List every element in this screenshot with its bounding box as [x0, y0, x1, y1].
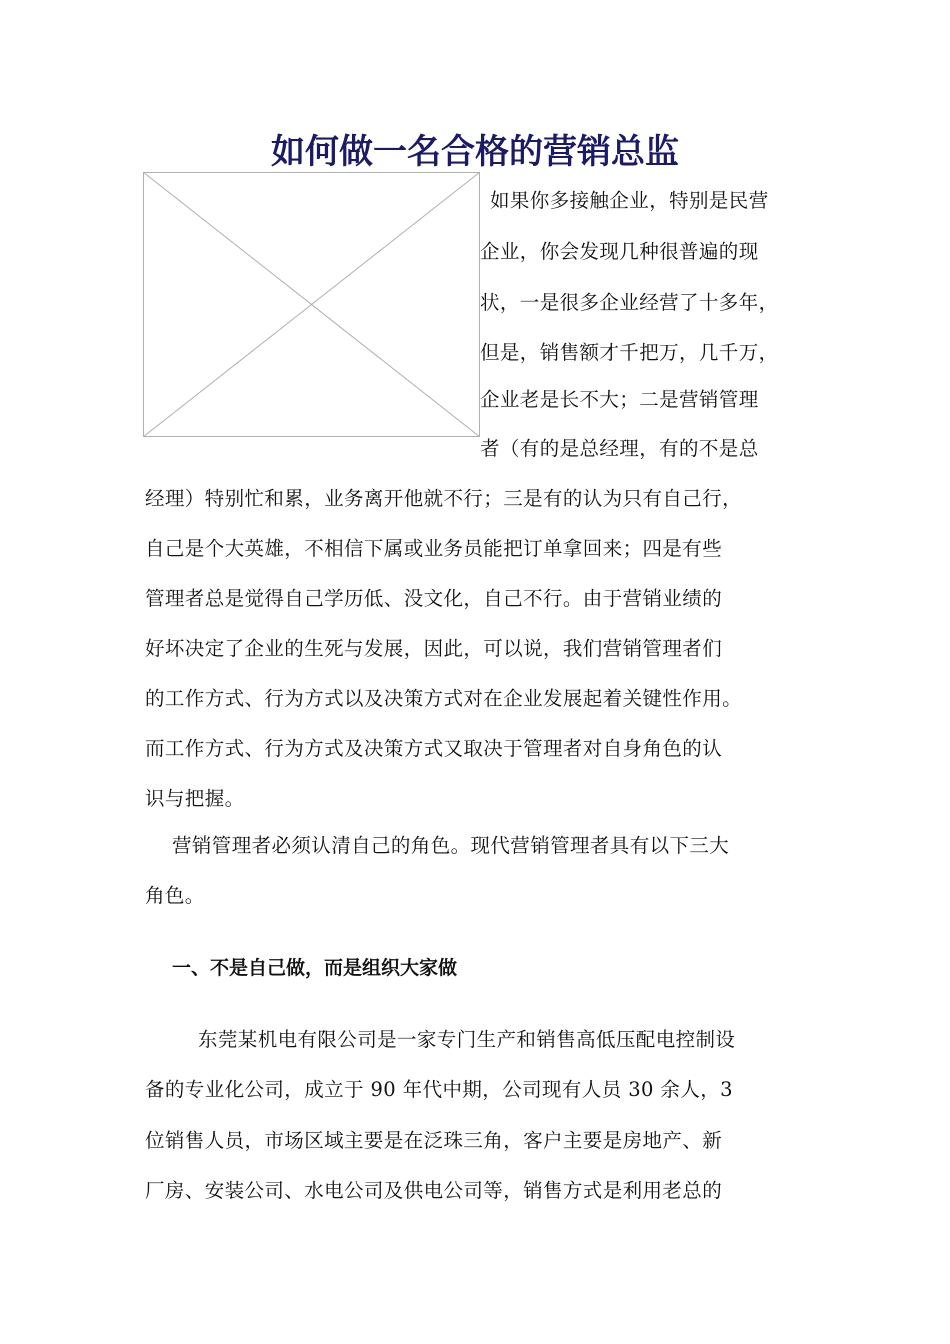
- intro-line: 企业，你会发现几种很普遍的现: [480, 240, 759, 263]
- section-line: 东莞某机电有限公司是一家专门生产和销售高低压配电控制设: [198, 1028, 736, 1051]
- intro-line: 的工作方式、行为方式以及决策方式对在企业发展起着关键性作用。: [145, 687, 743, 710]
- intro-line: 者（有的是总经理，有的不是总: [480, 437, 759, 460]
- intro-line: 好坏决定了企业的生死与发展，因此，可以说，我们营销管理者们: [145, 637, 723, 660]
- section-heading: 一、不是自己做，而是组织大家做: [172, 957, 458, 979]
- intro-line: 识与把握。: [145, 787, 245, 810]
- intro-line: 而工作方式、行为方式及决策方式又取决于管理者对自身角色的认: [145, 737, 723, 760]
- intro-line: 企业老是长不大；二是营销管理: [480, 388, 759, 411]
- section-line: 厂房、安装公司、水电公司及供电公司等，销售方式是利用老总的: [145, 1179, 723, 1202]
- section-line: 位销售人员，市场区域主要是在泛珠三角，客户主要是房地产、新: [145, 1129, 723, 1152]
- intro-line: 自己是个大英雄，不相信下属或业务员能把订单拿回来；四是有些: [145, 537, 723, 560]
- intro-line: 但是，销售额才千把万，几千万，: [480, 341, 779, 364]
- intro-line: 经理）特别忙和累，业务离开他就不行；三是有的认为只有自己行，: [145, 487, 743, 510]
- roles-line: 营销管理者必须认清自己的角色。现代营销管理者具有以下三大: [172, 834, 730, 857]
- image-placeholder: [143, 172, 480, 437]
- intro-line: 如果你多接触企业，特别是民营: [490, 189, 769, 212]
- document-title: 如何做一名合格的营销总监: [271, 132, 679, 172]
- intro-line: 状，一是很多企业经营了十多年，: [480, 291, 779, 314]
- roles-line: 角色。: [145, 884, 205, 907]
- intro-line: 管理者总是觉得自己学历低、没文化，自己不行。由于营销业绩的: [145, 587, 723, 610]
- section-line: 备的专业化公司，成立于 90 年代中期，公司现有人员 30 余人，3: [145, 1078, 733, 1101]
- broken-image-icon: [143, 172, 480, 437]
